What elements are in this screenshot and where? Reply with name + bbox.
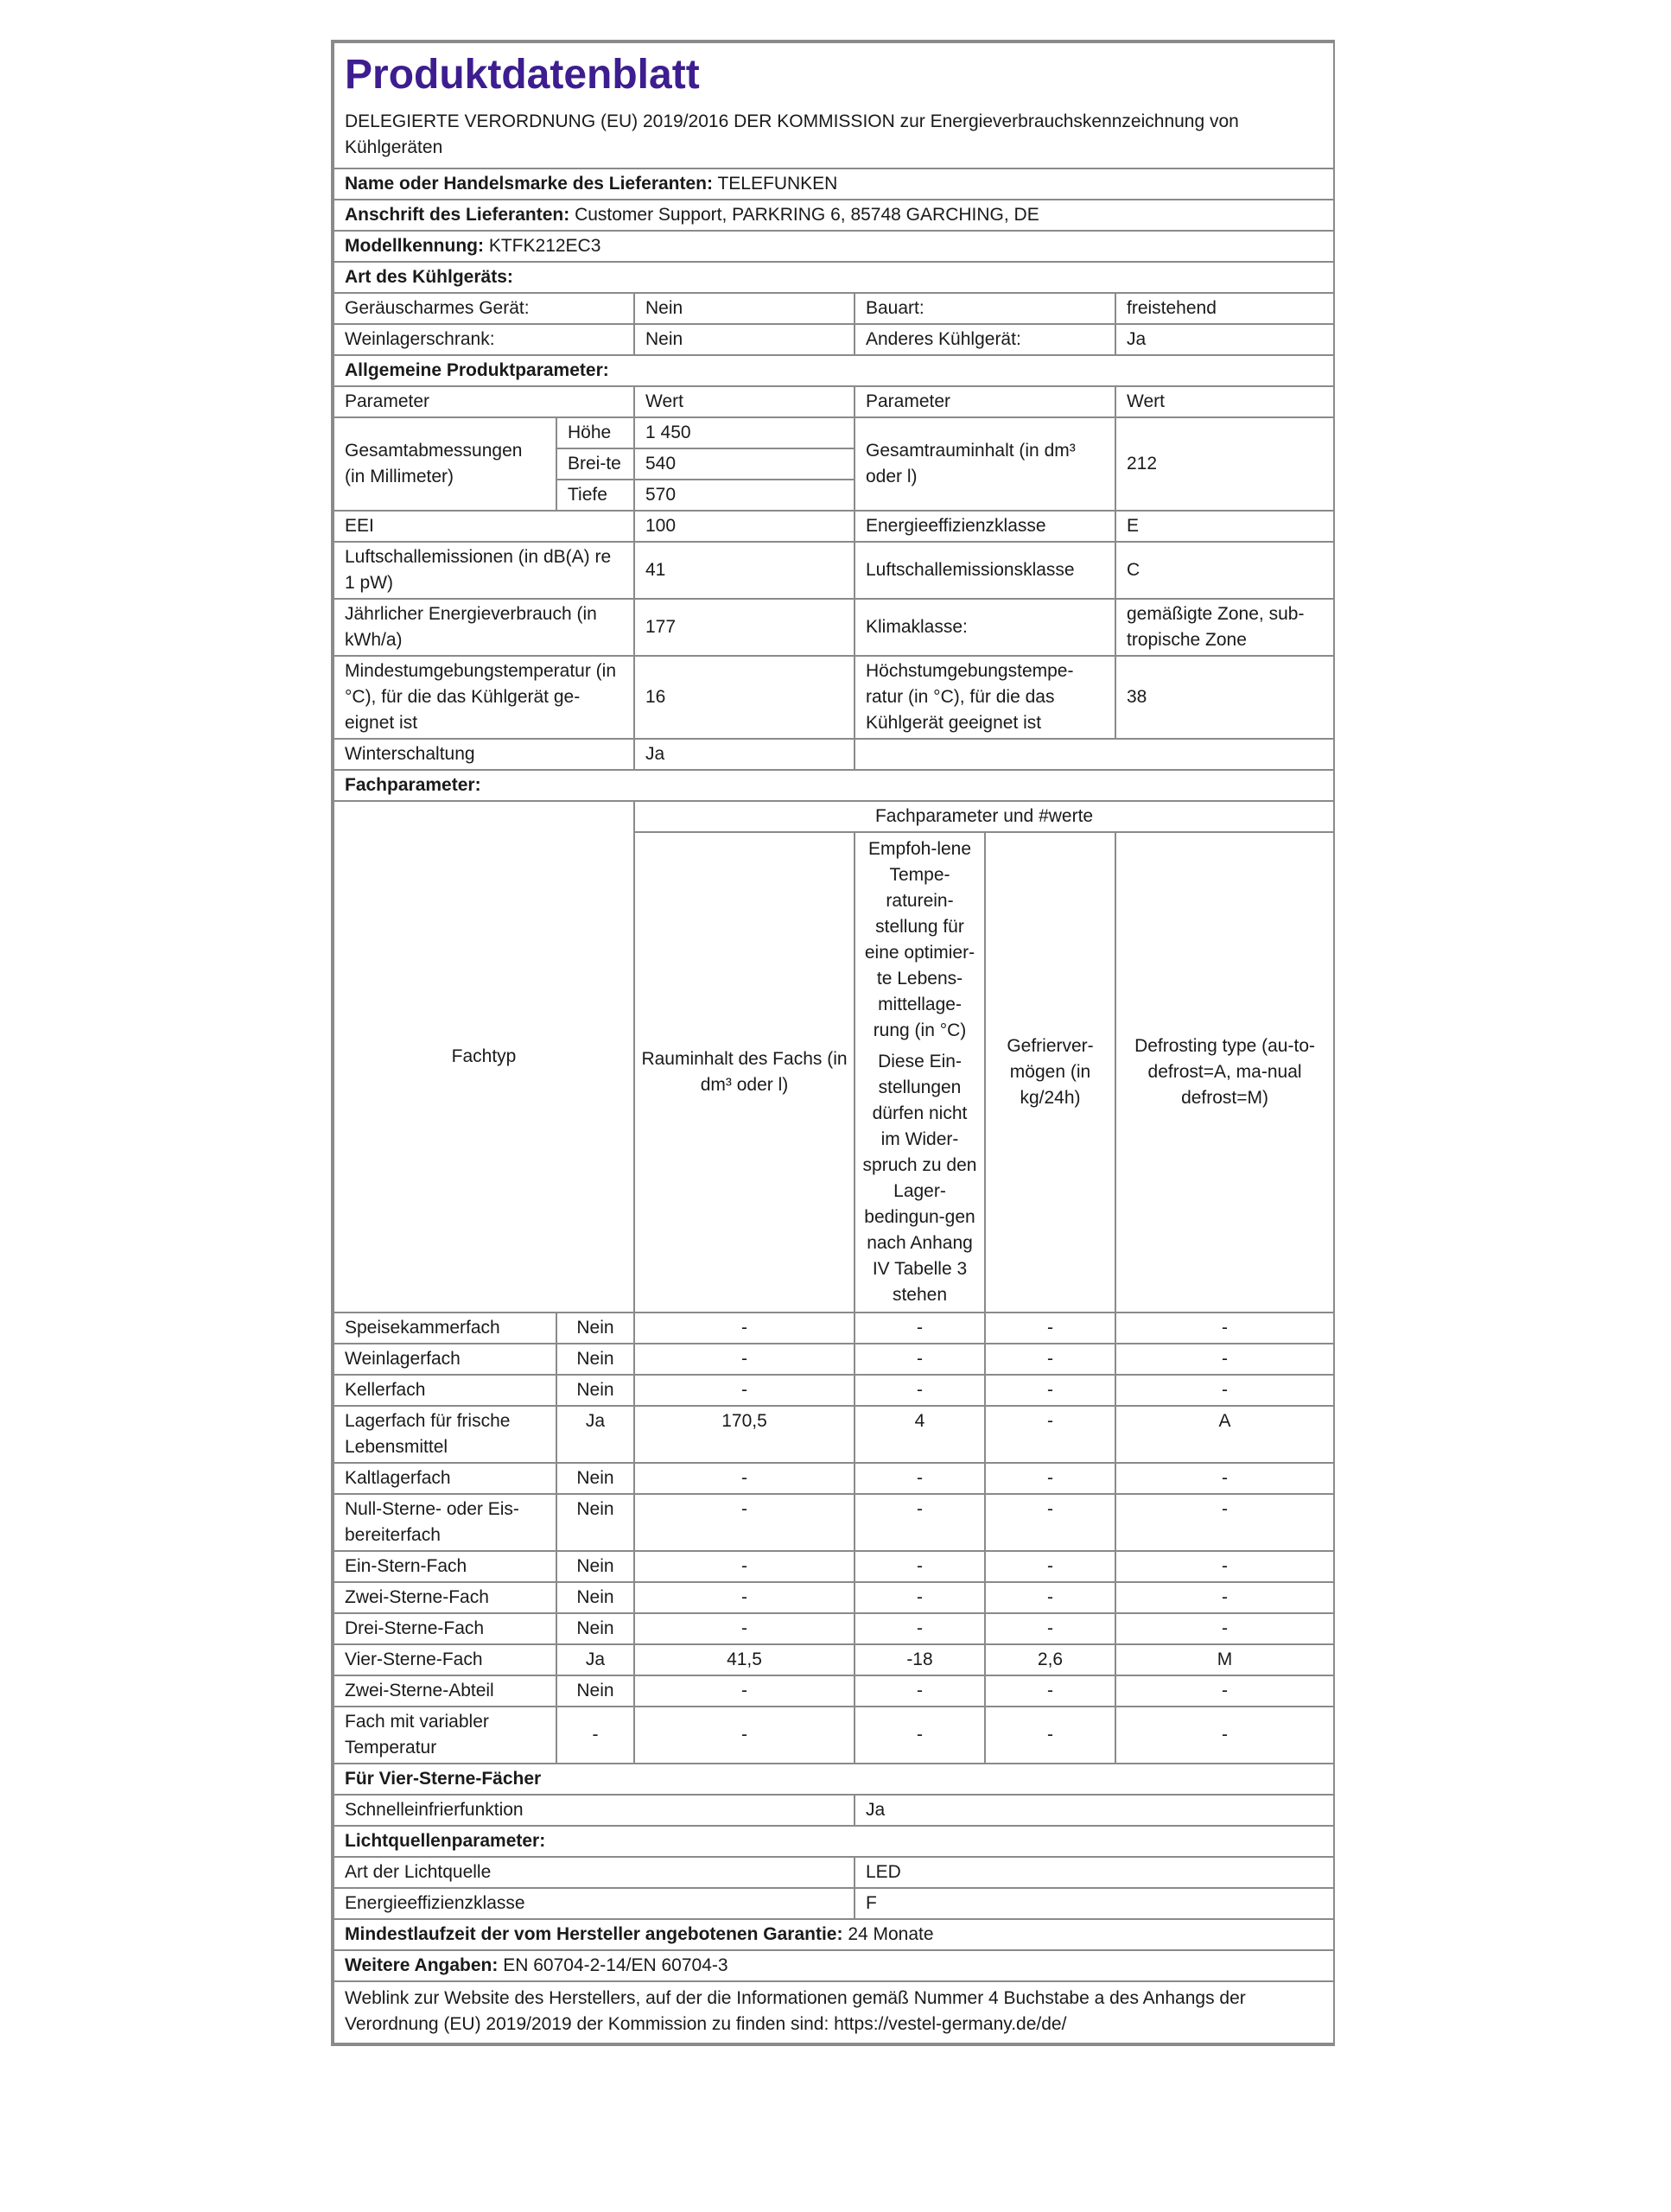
compartment-temp: - [855, 1707, 985, 1764]
light-type-value: LED [855, 1857, 1334, 1888]
compartment-volume: 41,5 [634, 1644, 855, 1675]
warranty-row [334, 1919, 1334, 1950]
compartment-present: - [556, 1707, 634, 1764]
energy-class-label: Energieeffizienzklasse [855, 511, 1115, 542]
compartment-volume: - [634, 1375, 855, 1406]
min-temp-value: 16 [634, 656, 855, 739]
compartment-temp: - [855, 1463, 985, 1494]
compartment-present: Nein [556, 1551, 634, 1582]
volume-value: 212 [1115, 417, 1334, 511]
col-value-2: Wert [1115, 386, 1334, 417]
annual-energy-label: Jährlicher Energieverbrauch (in kWh/a) [334, 599, 634, 656]
compartment-volume: - [634, 1313, 855, 1344]
compartment-freeze: - [985, 1707, 1115, 1764]
compartment-name: Weinlagerfach [334, 1344, 556, 1375]
light-class-value: F [855, 1888, 1334, 1919]
noise-class-label: Luftschallemissionsklasse [855, 542, 1115, 599]
compartment-temp: - [855, 1313, 985, 1344]
compartment-temp: -18 [855, 1644, 985, 1675]
min-temp-label: Mindestumgebungstemperatur (in °C), für die das Kühlgerät ge-eignet ist [334, 656, 634, 739]
table-row [334, 1613, 1334, 1644]
design-value: freistehend [1115, 293, 1334, 324]
compartment-freeze: - [985, 1344, 1115, 1375]
table-row [334, 1551, 1334, 1582]
table-row [334, 1707, 1334, 1764]
compartment-temp: - [855, 1675, 985, 1707]
wine-cabinet-value: Nein [634, 324, 855, 355]
col-parameter-2: Parameter [855, 386, 1115, 417]
compartment-name: Null-Sterne- oder Eis-bereiterfach [334, 1494, 556, 1551]
compartment-group-header: Fachparameter und #werte [634, 801, 1334, 832]
compartment-defrost: - [1115, 1582, 1334, 1613]
table-row [334, 1375, 1334, 1406]
compartment-defrost: - [1115, 1375, 1334, 1406]
noise-emission-value: 41 [634, 542, 855, 599]
compartment-name: Kaltlagerfach [334, 1463, 556, 1494]
eei-value: 100 [634, 511, 855, 542]
compartment-params-header: Fachparameter: [334, 770, 1334, 801]
compartment-freeze: - [985, 1313, 1115, 1344]
table-row [334, 1344, 1334, 1375]
product-data-sheet [331, 40, 1335, 2046]
compartment-defrost: - [1115, 1344, 1334, 1375]
supplier-name-label: Name oder Handelsmarke des Lieferanten: [345, 174, 713, 194]
compartment-temp: - [855, 1551, 985, 1582]
col-recommended-temp: Empfoh-lene Tempe-raturein-stellung für eine optimier-te Lebens-mittellage-rung (in °C) [864, 839, 975, 1040]
col-value: Wert [634, 386, 855, 417]
further-info-value: EN 60704-2-14/EN 60704-3 [503, 1955, 728, 1975]
page-title: Produktdatenblatt [334, 42, 1334, 107]
compartment-present: Nein [556, 1313, 634, 1344]
depth-label: Tiefe [556, 480, 634, 511]
compartment-volume: - [634, 1613, 855, 1644]
compartment-volume: - [634, 1344, 855, 1375]
supplier-name-row [334, 168, 1334, 200]
model-row [334, 231, 1334, 262]
compartment-defrost: - [1115, 1463, 1334, 1494]
compartment-volume: - [634, 1675, 855, 1707]
depth-value: 570 [634, 480, 855, 511]
table-row [334, 1313, 1334, 1344]
compartment-present: Nein [556, 1613, 634, 1644]
width-value: 540 [634, 448, 855, 480]
supplier-address-label: Anschrift des Lieferanten: [345, 205, 570, 225]
compartment-freeze: - [985, 1675, 1115, 1707]
width-label: Brei-te [556, 448, 634, 480]
eei-label: EEI [334, 511, 634, 542]
table-row [334, 1494, 1334, 1551]
max-temp-value: 38 [1115, 656, 1334, 739]
compartment-present: Ja [556, 1406, 634, 1463]
compartment-freeze: - [985, 1375, 1115, 1406]
compartment-present: Nein [556, 1494, 634, 1551]
compartment-defrost: - [1115, 1613, 1334, 1644]
compartment-defrost: - [1115, 1675, 1334, 1707]
wine-cabinet-label: Weinlagerschrank: [334, 324, 634, 355]
annual-energy-value: 177 [634, 599, 855, 656]
col-temp-note: Diese Ein-stellungen dürfen nicht im Wider-spruch zu den Lager-bedingun-gen nach Anhang IV Tabelle 3 stehen [862, 1052, 977, 1305]
compartment-present: Nein [556, 1344, 634, 1375]
winter-switch-value: Ja [634, 739, 855, 770]
other-appliance-label: Anderes Kühlgerät: [855, 324, 1115, 355]
compartment-defrost: A [1115, 1406, 1334, 1463]
compartment-temp: - [855, 1344, 985, 1375]
compartment-present: Nein [556, 1675, 634, 1707]
max-temp-label: Höchstumgebungstempe-ratur (in °C), für die das Kühlgerät geeignet ist [855, 656, 1115, 739]
height-value: 1 450 [634, 417, 855, 448]
table-row [334, 1582, 1334, 1613]
compartment-present: Nein [556, 1375, 634, 1406]
compartment-name: Drei-Sterne-Fach [334, 1613, 556, 1644]
weblink-row [334, 1981, 1334, 2044]
warranty-value: 24 Monate [848, 1924, 934, 1944]
climate-class-label: Klimaklasse: [855, 599, 1115, 656]
design-label: Bauart: [855, 293, 1115, 324]
noise-emission-label: Luftschallemissionen (in dB(A) re 1 pW) [334, 542, 634, 599]
general-params-header: Allgemeine Produktparameter: [334, 355, 1334, 386]
compartment-freeze: - [985, 1551, 1115, 1582]
warranty-label: Mindestlaufzeit der vom Hersteller angebotenen Garantie: [345, 1924, 843, 1944]
fast-freeze-label: Schnelleinfrierfunktion [334, 1795, 855, 1826]
weblink-text: Weblink zur Website des Herstellers, auf der die Informationen gemäß Nummer 4 Buchstabe a des Anhangs der Verordnung (EU) 2019/2019 der Kommission zu finden sind: [345, 1988, 1246, 2034]
col-compartment-volume: Rauminhalt des Fachs (in dm³ oder l) [634, 832, 855, 1313]
compartment-defrost: M [1115, 1644, 1334, 1675]
volume-label: Gesamtrauminhalt (in dm³ oder l) [855, 417, 1115, 511]
compartment-temp: 4 [855, 1406, 985, 1463]
compartment-name: Speisekammerfach [334, 1313, 556, 1344]
compartment-temp: - [855, 1582, 985, 1613]
compartment-freeze: - [985, 1494, 1115, 1551]
col-defrosting-type: Defrosting type (au-to-defrost=A, ma-nual defrost=M) [1115, 832, 1334, 1313]
compartment-temp: - [855, 1613, 985, 1644]
compartment-present: Nein [556, 1463, 634, 1494]
height-label: Höhe [556, 417, 634, 448]
four-star-header: Für Vier-Sterne-Fächer [334, 1764, 1334, 1795]
compartment-freeze: 2,6 [985, 1644, 1115, 1675]
compartment-defrost: - [1115, 1551, 1334, 1582]
light-class-label: Energieeffizienzklasse [334, 1888, 855, 1919]
compartment-name: Zwei-Sterne-Abteil [334, 1675, 556, 1707]
model-value: KTFK212EC3 [488, 236, 601, 256]
noise-class-value: C [1115, 542, 1334, 599]
compartment-name: Fach mit variabler Temperatur [334, 1707, 556, 1764]
compartment-defrost: - [1115, 1707, 1334, 1764]
compartment-freeze: - [985, 1613, 1115, 1644]
supplier-address-value: Customer Support, PARKRING 6, 85748 GARCHING, DE [575, 205, 1039, 225]
supplier-name-value: TELEFUNKEN [717, 174, 838, 194]
compartment-temp: - [855, 1494, 985, 1551]
model-label: Modellkennung: [345, 236, 484, 256]
compartment-freeze: - [985, 1582, 1115, 1613]
low-noise-label: Geräuscharmes Gerät: [334, 293, 634, 324]
light-type-label: Art der Lichtquelle [334, 1857, 855, 1888]
energy-class-value: E [1115, 511, 1334, 542]
supplier-address-row [334, 200, 1334, 231]
other-appliance-value: Ja [1115, 324, 1334, 355]
compartment-freeze: - [985, 1406, 1115, 1463]
device-type-header: Art des Kühlgeräts: [334, 262, 1334, 293]
compartment-volume: - [634, 1582, 855, 1613]
col-parameter: Parameter [334, 386, 634, 417]
dimensions-label: Gesamtabmessungen (in Millimeter) [334, 417, 556, 511]
compartment-volume: - [634, 1551, 855, 1582]
compartment-temp: - [855, 1375, 985, 1406]
table-row [334, 1644, 1334, 1675]
compartment-defrost: - [1115, 1494, 1334, 1551]
fast-freeze-value: Ja [855, 1795, 1334, 1826]
low-noise-value: Nein [634, 293, 855, 324]
table-row [334, 1463, 1334, 1494]
further-info-row [334, 1950, 1334, 1981]
compartment-defrost: - [1115, 1313, 1334, 1344]
col-compartment-type: Fachtyp [334, 801, 634, 1313]
winter-switch-label: Winterschaltung [334, 739, 634, 770]
compartment-name: Lagerfach für frische Lebensmittel [334, 1406, 556, 1463]
compartment-volume: 170,5 [634, 1406, 855, 1463]
empty-cell [855, 739, 1334, 770]
col-freezing-capacity: Gefrierver-mögen (in kg/24h) [985, 832, 1115, 1313]
further-info-label: Weitere Angaben: [345, 1955, 499, 1975]
data-sheet-table [333, 41, 1335, 2044]
compartment-name: Zwei-Sterne-Fach [334, 1582, 556, 1613]
compartment-name: Ein-Stern-Fach [334, 1551, 556, 1582]
compartment-present: Nein [556, 1582, 634, 1613]
compartment-name: Vier-Sterne-Fach [334, 1644, 556, 1675]
table-row [334, 1675, 1334, 1707]
compartment-volume: - [634, 1463, 855, 1494]
compartment-name: Kellerfach [334, 1375, 556, 1406]
regulation-subtitle: DELEGIERTE VERORDNUNG (EU) 2019/2016 DER KOMMISSION zur Energieverbrauchskennzeichnung von Kühlgeräten [334, 107, 1334, 168]
light-source-header: Lichtquellenparameter: [334, 1826, 1334, 1857]
compartment-present: Ja [556, 1644, 634, 1675]
climate-class-value: gemäßigte Zone, sub-tropische Zone [1115, 599, 1334, 656]
compartment-freeze: - [985, 1463, 1115, 1494]
compartment-volume: - [634, 1494, 855, 1551]
table-row [334, 1406, 1334, 1463]
compartment-volume: - [634, 1707, 855, 1764]
weblink-url[interactable]: https://vestel-germany.de/de/ [834, 2014, 1067, 2034]
